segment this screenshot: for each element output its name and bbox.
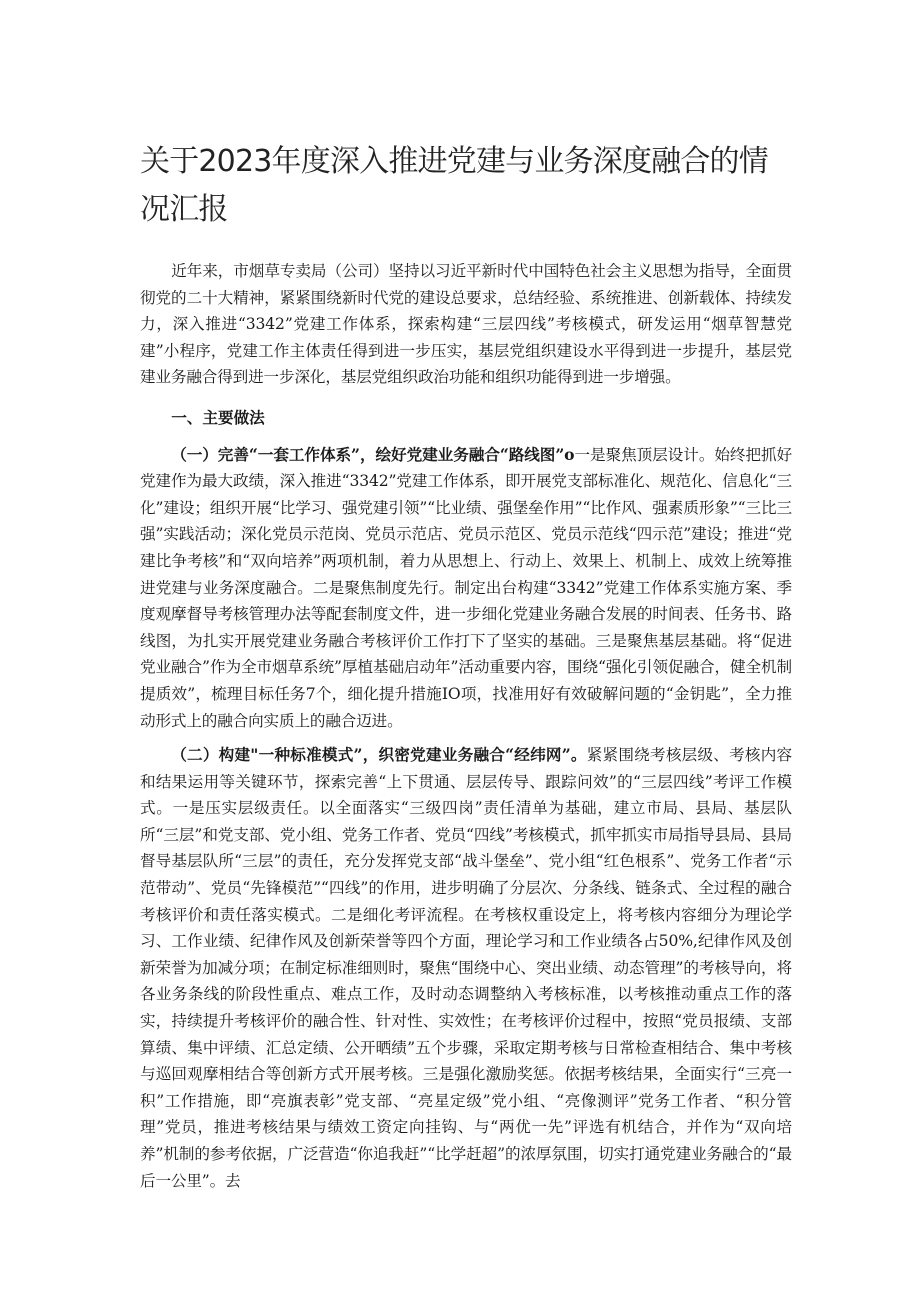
paragraph-standard-model-body: 紧紧围绕考核层级、考核内容和结果运用等关键环节，探索完善“上下贯通、层层传导、跟踪问效”的“三层四线”考评工作模式。一是压实层级责任。以全面落实“三级四岗”责任清单为基础，建立市局、县局、基层队所“三层”和党支部、党小组、党务工作者、党员“四线”考核模式，抓牢抓实市局指导县局、县局督导基层队所“三层”的责任，充分发挥党支部“战斗堡垒”、党小组“红色根系”、党务工作者“示范带动”、党员“先锋模范”“四线”的作用，进步明确了分层次、分条线、链条式、全过程的融合考核评价和责任落实模式。二是细化考评流程。在考核权重设定上，将考核内容细分为理论学习、工作业绩、纪律作风及创新荣誉等四个方面，理论学习和工作业绩各占50%,纪律作风及创新荣誉为加减分项；在制定标准细则时，聚焦“围绕中心、突出业绩、动态管理”的考核导向，将各业务条线的阶段性重点、难点工作，及时动态调整纳入考核标准，以考核推动重点工作的落实，持续提升考核评价的融合性、针对性、实效性；在考核评价过程中，按照“党员报绩、支部算绩、集中评绩、汇总定绩、公开晒绩”五个步骤，采取定期考核与日常检查相结合、集中考核与巡回观摩相结合等创新方式开展考核。三是强化激励奖惩。依据考核结果，全面实行“三亮一积”工作措施，即“亮旗表彰”党支部、“亮星定级”党小组、“亮像测评”党务工作者、“积分管理”党员，推进考核结果与绩效工资定向挂钩、与“两优一先”评选有机结合，并作为“双向培养”机制的参考依据，广泛营造“你追我赶”“比学赶超”的浓厚氛围，切实打通党建业务融合的“最后一公里”。去 (140, 746, 792, 1190)
document-title: 关于2023年度深入推进党建与业务深度融合的情况汇报 (140, 144, 768, 227)
paragraph-work-system-lead: （一）完善“一套工作体系”，绘好党建业务融合“路线图”o (171, 444, 575, 464)
paragraph-standard-model-lead: （二）构建"一种标准模式”，织密党建业务融合“经纬网”。 (171, 745, 587, 765)
intro-paragraph: 近年来，市烟草专卖局（公司）坚持以习近平新时代中国特色社会主义思想为指导，全面贯彻党的二十大精神，紧紧围绕新时代党的建设总要求，总结经验、系统推进、创新载体、持续发力，深入推进“3342”党建工作体系，探索构建“三层四线”考核模式，研发运用“烟草智慧党建”小程序，党建工作主体责任得到进一步压实，基层党组织建设水平得到进一步提升，基层党建业务融合得到进一步深化，基层党组织政治功能和组织功能得到进一步增强。 (140, 262, 792, 387)
document-body (140, 258, 792, 1194)
paragraph-work-system (140, 442, 792, 735)
paragraph-standard-model (140, 742, 792, 1194)
paragraph-work-system-body: 一是聚焦顶层设计。始终把抓好党建作为最大政绩，深入推进“3342”党建工作体系，即开展党支部标准化、规范化、信息化“三化”建设；组织开展“比学习、强党建引领”“比业绩、强堡垒作用”“比作风、强素质形象”“三比三强”实践活动；深化党员示范岗、党员示范店、党员示范区、党员示范线“四示范”建设；推进“党建比争考核”和“双向培养”两项机制，着力从思想上、行动上、效果上、机制上、成效上统筹推进党建与业务深度融合。二是聚焦制度先行。制定出台构建“3342”党建工作体系实施方案、季度观摩督导考核管理办法等配套制度文件，进一步细化党建业务融合发展的时间表、任务书、路线图，为扎实开展党建业务融合考核评价工作打下了坚实的基础。三是聚焦基层基础。将“促进党业融合”作为全市烟草系统”厚植基础启动年”活动重要内容，围绕“强化引领促融合，健全机制提质效”，梳理目标任务7个，细化提升措施IO项，找准用好有效破解问题的“金钥匙”，全力推动形式上的融合向实质上的融合迈进。 (140, 445, 792, 730)
section-heading-main-practices: 一、主要做法 (171, 407, 265, 427)
